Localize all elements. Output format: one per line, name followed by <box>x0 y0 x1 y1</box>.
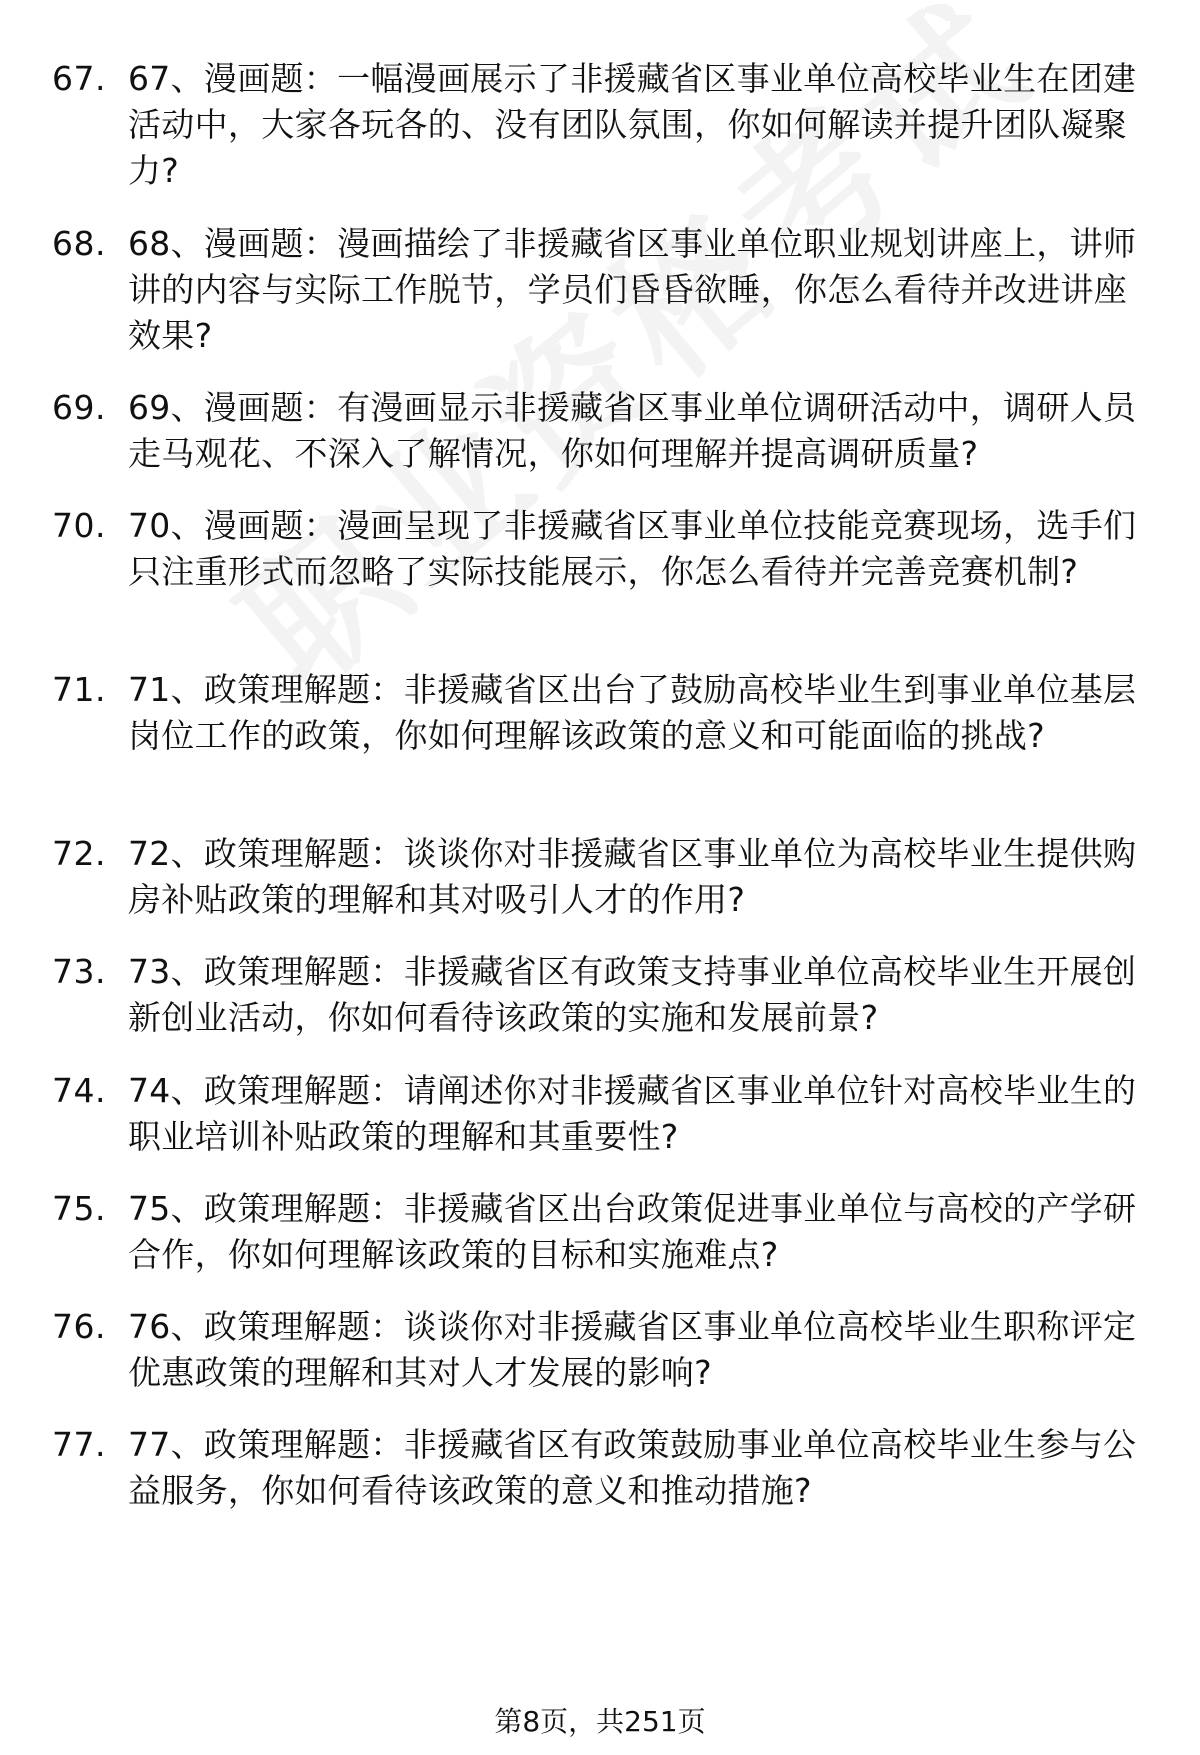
item-text: 67、漫画题：一幅漫画展示了非援藏省区事业单位高校毕业生在团建活动中，大家各玩各的、没有团队氛围，你如何解读并提升团队凝聚力? <box>128 59 1137 190</box>
item-text: 68、漫画题：漫画描绘了非援藏省区事业单位职业规划讲座上，讲师讲的内容与实际工作脱节，学员们昏昏欲睡，你怎么看待并改进讲座效果? <box>128 224 1137 355</box>
item-text: 77、政策理解题：非援藏省区有政策鼓励事业单位高校毕业生参与公益服务，你如何看待该政策的意义和推动措施? <box>128 1425 1137 1510</box>
item-text: 72、政策理解题：谈谈你对非援藏省区事业单位为高校毕业生提供购房补贴政策的理解和其对吸引人才的作用? <box>128 834 1137 919</box>
item-number: 74. <box>52 1071 106 1110</box>
page-footer: 第8页，共251页 <box>494 1705 706 1738</box>
item-number: 76. <box>52 1307 106 1346</box>
item-number: 72. <box>52 834 106 873</box>
item-number: 67. <box>52 59 106 98</box>
item-text: 73、政策理解题：非援藏省区有政策支持事业单位高校毕业生开展创新创业活动，你如何看待该政策的实施和发展前景? <box>128 952 1137 1037</box>
item-text: 69、漫画题：有漫画显示非援藏省区事业单位调研活动中，调研人员走马观花、不深入了解情况，你如何理解并提高调研质量? <box>128 388 1137 473</box>
item-text: 74、政策理解题：请阐述你对非援藏省区事业单位针对高校毕业生的职业培训补贴政策的理解和其重要性? <box>128 1071 1137 1156</box>
item-number: 69. <box>52 388 106 427</box>
item-text: 70、漫画题：漫画呈现了非援藏省区事业单位技能竞赛现场，选手们只注重形式而忽略了实际技能展示，你怎么看待并完善竞赛机制? <box>128 506 1137 591</box>
item-number: 75. <box>52 1189 106 1228</box>
item-text: 71、政策理解题：非援藏省区出台了鼓励高校毕业生到事业单位基层岗位工作的政策，你如何理解该政策的意义和可能面临的挑战? <box>128 670 1137 755</box>
item-number: 73. <box>52 952 106 991</box>
item-text: 76、政策理解题：谈谈你对非援藏省区事业单位高校毕业生职称评定优惠政策的理解和其对人才发展的影响? <box>128 1307 1137 1392</box>
item-number: 77. <box>52 1425 106 1464</box>
item-number: 68. <box>52 224 106 263</box>
item-number: 70. <box>52 506 106 545</box>
item-number: 71. <box>52 670 106 709</box>
item-text: 75、政策理解题：非援藏省区出台政策促进事业单位与高校的产学研合作，你如何理解该政策的目标和实施难点? <box>128 1189 1137 1274</box>
